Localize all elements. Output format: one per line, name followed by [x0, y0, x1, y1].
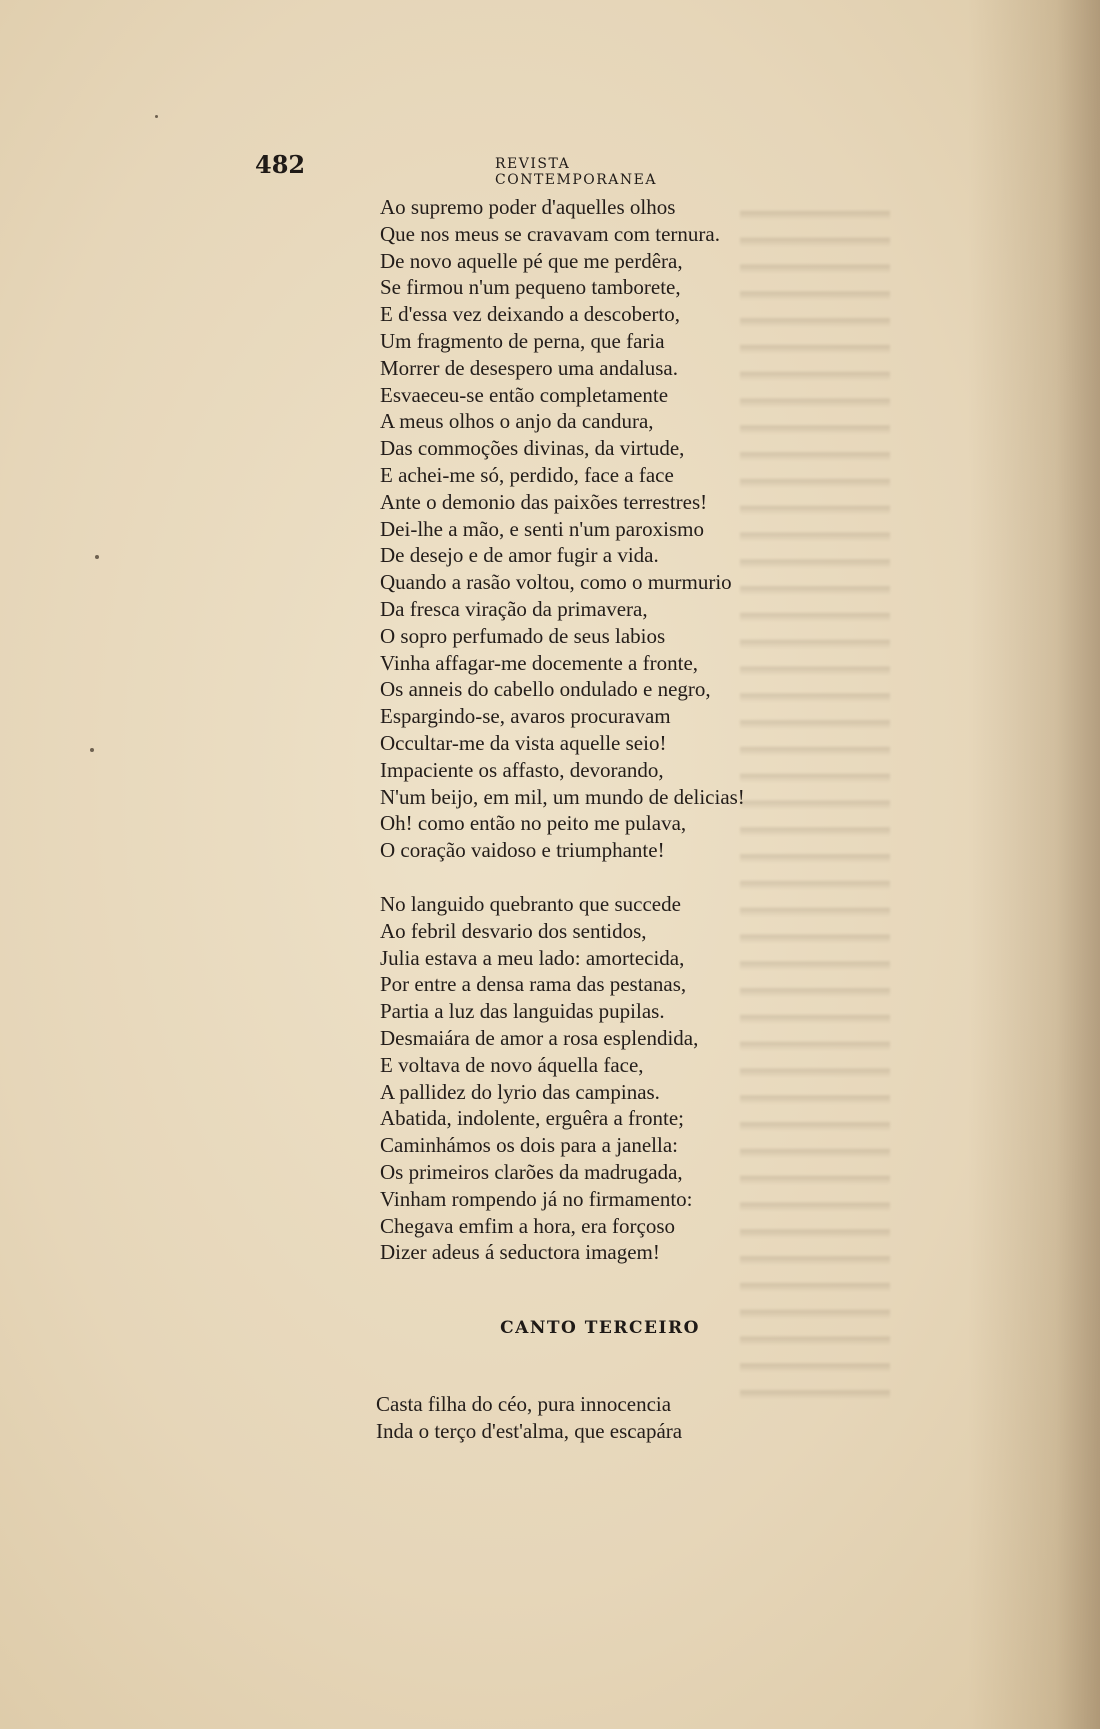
- verse-line: Da fresca viração da primavera,: [380, 596, 648, 621]
- verse-line: Occultar-me da vista aquelle seio!: [380, 730, 667, 755]
- verse-line: A pallidez do lyrio das campinas.: [380, 1079, 660, 1104]
- verse-line: Por entre a densa rama das pestanas,: [380, 972, 687, 997]
- verse-line: Morrer de desespero uma andalusa.: [380, 355, 678, 380]
- verse-line: Se firmou n'um pequeno tamborete,: [380, 275, 681, 300]
- verse-line: Os anneis do cabello ondulado e negro,: [380, 677, 711, 702]
- verse-line: Julia estava a meu lado: amortecida,: [380, 945, 685, 970]
- verse-line: Quando a rasão voltou, como o murmurio: [380, 570, 732, 595]
- verse-line: Que nos meus se cravavam com ternura.: [380, 221, 720, 246]
- verse-line: Ao febril desvario dos sentidos,: [380, 918, 647, 943]
- verse-line: Caminhámos os dois para a janella:: [380, 1133, 679, 1158]
- stanza-2: [380, 891, 698, 1266]
- stanza-3: [376, 1391, 682, 1445]
- page-number: 482: [255, 150, 306, 179]
- show-through-texture: [740, 200, 890, 1400]
- verse-line: Chegava emfim a hora, era forçoso: [380, 1213, 676, 1238]
- verse-line: E voltava de novo áquella face,: [380, 1052, 644, 1077]
- verse-line: Inda o terço d'est'alma, que escapára: [376, 1418, 683, 1443]
- verse-line: Desmaiára de amor a rosa esplendida,: [380, 1025, 699, 1050]
- verse-line: Vinha affagar-me docemente a fronte,: [380, 650, 699, 675]
- verse-line: Partia a luz das languidas pupilas.: [380, 999, 665, 1024]
- verse-line: A meus olhos o anjo da candura,: [380, 409, 654, 434]
- verse-line: Oh! como então no peito me pulava,: [380, 811, 687, 836]
- verse-line: O coração vaidoso e triumphante!: [380, 838, 665, 863]
- verse-line: Espargindo-se, avaros procuravam: [380, 704, 671, 729]
- verse-line: Ao supremo poder d'aquelles olhos: [380, 195, 676, 219]
- verse-line: E achei-me só, perdido, face a face: [380, 462, 674, 487]
- verse-line: Abatida, indolente, erguêra a fronte;: [380, 1106, 684, 1131]
- running-head: REVISTA CONTEMPORANEA: [495, 156, 657, 188]
- ink-speck: [155, 115, 158, 118]
- verse-line: Das commoções divinas, da virtude,: [380, 436, 685, 461]
- verse-line: Casta filha do céo, pura innocencia: [376, 1392, 672, 1416]
- verse-line: De novo aquelle pé que me perdêra,: [380, 248, 683, 273]
- verse-line: Dizer adeus á seductora imagem!: [380, 1240, 660, 1265]
- verse-line: No languido quebranto que succede: [380, 892, 681, 916]
- verse-line: Ante o demonio das paixões terrestres!: [380, 489, 708, 514]
- verse-line: E d'essa vez deixando a descoberto,: [380, 302, 680, 327]
- ink-speck: [95, 555, 99, 559]
- verse-line: O sopro perfumado de seus labios: [380, 623, 666, 648]
- verse-line: Dei-lhe a mão, e senti n'um paroxismo: [380, 516, 704, 541]
- verse-line: Esvaeceu-se então completamente: [380, 382, 669, 407]
- page-header: [255, 150, 725, 188]
- verse-line: N'um beijo, em mil, um mundo de delicias!: [380, 784, 745, 809]
- ink-speck: [90, 748, 94, 752]
- verse-line: Um fragmento de perna, que faria: [380, 328, 665, 353]
- stanza-1: [380, 194, 745, 864]
- verse-line: Vinham rompendo já no firmamento:: [380, 1186, 693, 1211]
- section-title: CANTO TERCEIRO: [500, 1318, 700, 1338]
- verse-line: Os primeiros clarões da madrugada,: [380, 1159, 683, 1184]
- verse-line: De desejo e de amor fugir a vida.: [380, 543, 659, 568]
- verse-line: Impaciente os affasto, devorando,: [380, 757, 664, 782]
